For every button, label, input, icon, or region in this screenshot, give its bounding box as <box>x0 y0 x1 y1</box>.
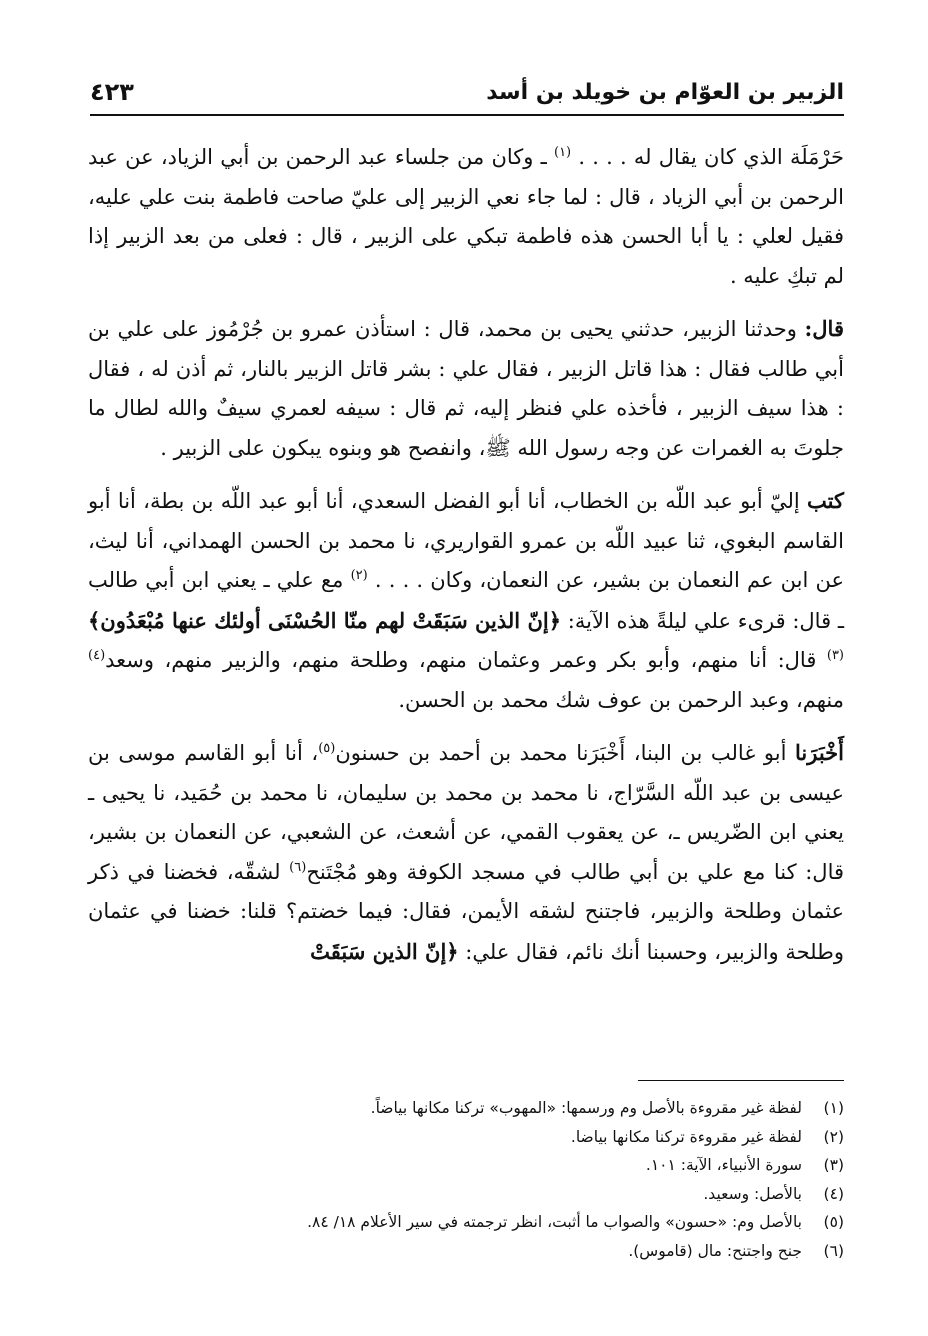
footnotes <box>90 1094 844 1265</box>
paragraph-2 <box>88 309 844 468</box>
paragraph-text: أبو غالب بن البنا، أَخْبَرَنا محمد بن أحمد بن حسنون <box>335 741 796 765</box>
footnote-number: (٥) <box>823 1213 844 1231</box>
paragraph-lead: كتب <box>807 488 844 513</box>
paragraph-4 <box>88 733 844 972</box>
paragraph-text: منهم، وعبد الرحمن بن عوف شك محمد بن الحسن. <box>398 687 844 712</box>
paragraph-text: ، أنا أبو القاسم موسى بن عيسى بن عبد اللّه السَّرّاج، نا محمد بن محمد بن سليمان، نا محمد بن حُمَيد، نا يحيى ـ يعني ابن الضّريس ـ، عن يعقوب القمي، عن أشعث، عن الشعبي، عن النعمان بن بشير، قال: كنا مع علي بن أبي طالب في مسجد الكوفة وهو مُجْتَنح <box>88 741 845 884</box>
footnote-number: (١) <box>823 1099 844 1117</box>
footnote-text: سورة الأنبياء، الآية: ١٠١. <box>645 1156 802 1174</box>
running-header <box>90 70 844 116</box>
page-number: ٤٢٣ <box>90 78 134 106</box>
footnote-ref: (١) <box>553 145 572 160</box>
paragraph-3 <box>88 481 844 720</box>
paragraph-text: حَرْمَلَة الذي كان يقال له . . . . <box>571 145 844 169</box>
footnote-item <box>90 1208 844 1237</box>
footnote-ref: (٥) <box>318 741 336 756</box>
paragraph-text: وحدثنا الزبير، حدثني يحيى بن محمد، قال : استأذن عمرو بن جُرْمُوز على علي بن أبي طالب فقال : هذا قاتل الزبير ، فقال علي : بشر قاتل الزبير بالنار، ثم أذن له ، فقال : هذا سيف الزبير ، فأخذه علي فنظر إليه، ثم قال : سيفه لعمري سيفٌ والله لطال ما جلوتَ به الغمرات عن وجه رسول الله ﷺ، وانفصح هو وبنوه يبكون على الزبير . <box>88 317 844 460</box>
footnote-text: بالأصل: وسعيد. <box>703 1184 802 1203</box>
header-title: الزبير بن العوّام بن خويلد بن أسد <box>486 79 844 105</box>
paragraph-text: قال: أنا منهم، وأبو بكر وعمر وعثمان منهم، وطلحة منهم، والزبير منهم، وسعد <box>105 648 827 672</box>
paragraph-1 <box>88 138 844 296</box>
paragraph-text: إليّ أبو عبد اللّه بن الخطاب، أنا أبو الفضل السعدي، أنا أبو عبد اللّه بن بطة، أنا أبو القاسم البغوي، ثنا عبيد اللّه بن عمرو القواريري، نا محمد بن الحسن الهمداني، أنا ليث، عن ابن عم النعمان بن بشير، عن النعمان، وكان . . . . <box>88 489 844 592</box>
footnote-item <box>90 1237 844 1266</box>
paragraph-text: مع علي ـ يعني ابن أبي طالب ـ قال: قرىء علي ليلةً هذه الآية: <box>88 568 844 633</box>
footnote-text: جنح واجتنح: مال (قاموس). <box>628 1241 802 1260</box>
footnote-item <box>90 1180 844 1209</box>
quran-verse: ﴿إنّ الذين سَبَقَتْ لهم منّا الحُسْنَى أولئك عنها مُبْعَدُون﴾ <box>88 607 562 633</box>
footnote-divider <box>638 1080 844 1081</box>
paragraph-text: لشقّه، فخضنا في ذكر عثمان وطلحة والزبير، فاجتنح لشقه الأيمن، فقال: فيما خضتم؟ قلنا: خضنا في عثمان وطلحة والزبير، وحسبنا أنك نائم، فقال علي: <box>88 859 844 964</box>
footnote-ref: (٣) <box>826 648 844 663</box>
quran-verse: ﴿إنّ الذين سَبَقَتْ <box>310 938 459 964</box>
footnote-item <box>90 1094 844 1123</box>
footnote-number: (٤) <box>823 1184 844 1203</box>
footnote-text: لفظة غير مقروءة بالأصل وم ورسمها: «المهوب» تركنا مكانها بياضاً. <box>370 1099 802 1117</box>
footnote-item <box>90 1123 844 1152</box>
footnote-text: لفظة غير مقروءة تركنا مكانها بياضا. <box>570 1127 802 1146</box>
footnote-ref: (٢) <box>350 568 368 583</box>
paragraph-lead: أَخْبَرَنا <box>795 740 844 765</box>
footnote-ref: (٦) <box>289 859 307 875</box>
footnote-number: (٦) <box>823 1241 844 1260</box>
footnote-ref: (٤) <box>88 648 106 663</box>
footnote-text: بالأصل وم: «حسون» والصواب ما أثبت، انظر ترجمته في سير الأعلام ١٨/ ٨٤. <box>307 1213 802 1231</box>
footnote-number: (٢) <box>823 1127 844 1146</box>
footnote-item <box>90 1151 844 1180</box>
main-text <box>88 138 844 985</box>
paragraph-lead: قال: <box>804 316 844 341</box>
footnote-number: (٣) <box>823 1156 844 1174</box>
paragraph-text: ـ وكان من جلساء عبد الرحمن بن أبي الزياد، عن عبد الرحمن بن أبي الزياد ، قال : لما جاء نعي الزبير إلى عليّ صاحت فاطمة بنت علي عليه، فقيل لعلي : يا أبا الحسن هذه فاطمة تبكي على الزبير ، قال : فعلى من بعد الزبير إذا لم تبكِ عليه . <box>88 145 844 288</box>
